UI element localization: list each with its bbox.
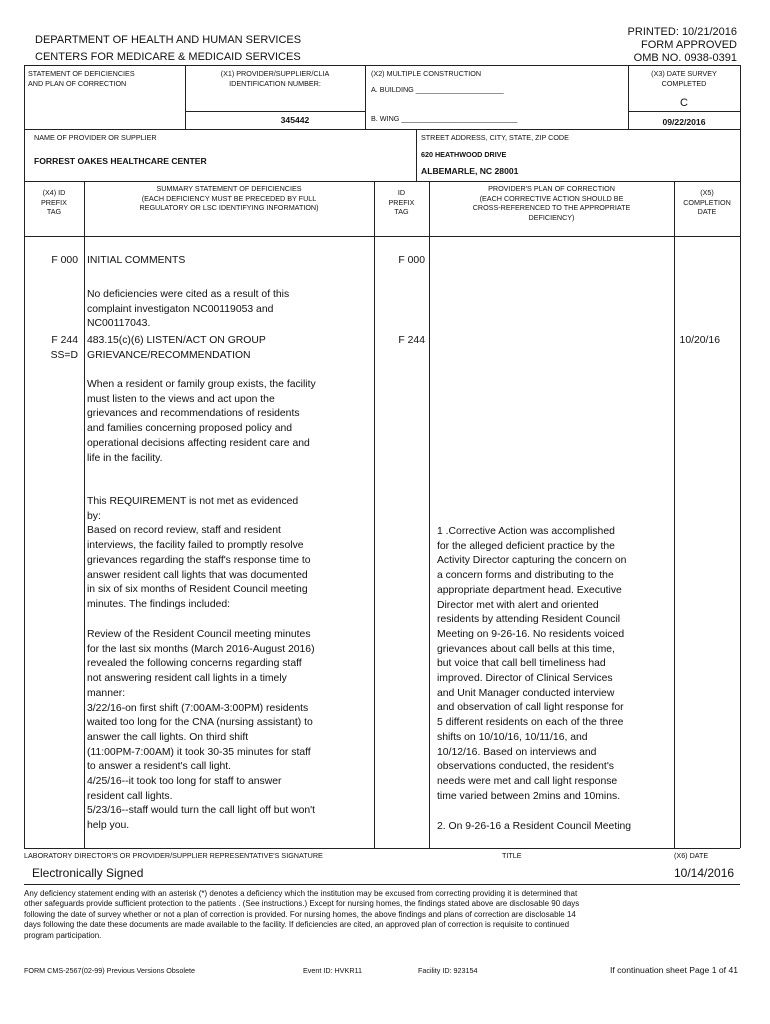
provider-name: FORREST OAKES HEALTHCARE CENTER xyxy=(34,156,207,166)
evidence-text: This REQUIREMENT is not met as evidenced by: Based on record review, staff and resident interviews, the facility failed to promptly resolve grievances regarding the staff's response time to answer resident call lights that was documented in six of six months of Resident Council meeting minutes. The findings included: xyxy=(87,496,311,610)
street-address: 620 HEATHWOOD DRIVE xyxy=(421,150,507,159)
city-state-zip: ALBEMARLE, NC 28001 xyxy=(421,166,519,176)
f000-title: INITIAL COMMENTS xyxy=(87,255,186,266)
survey-letter: C xyxy=(680,97,688,109)
f000-text: No deficiencies were cited as a result of this complaint investigaton NC00119053 and NC00117043. xyxy=(87,289,290,330)
x3-label: (X3) DATE SURVEY COMPLETED xyxy=(651,69,717,88)
f000-tag: F 000 xyxy=(51,255,78,266)
col-plan-header: PROVIDER'S PLAN OF CORRECTION (EACH CORRECTIVE ACTION SHOULD BE CROSS-REFERENCED TO THE APPROPRIATE DEFICIENCY) xyxy=(472,184,631,223)
facility-id: Facility ID: 923154 xyxy=(418,966,478,975)
plan-of-correction-text-2: 2. On 9-26-16 a Resident Council Meeting xyxy=(437,821,632,832)
signature-value: Electronically Signed xyxy=(32,866,144,880)
department-name: DEPARTMENT OF HEALTH AND HUMAN SERVICES xyxy=(35,34,302,46)
wing-line: B. WING _____________________________ xyxy=(371,114,518,123)
col-id-header: ID PREFIX TAG xyxy=(388,188,415,217)
statement-label: STATEMENT OF DEFICIENCIES AND PLAN OF CORRECTION xyxy=(28,69,135,88)
f000-id: F 000 xyxy=(398,255,425,266)
form-number: FORM CMS-2567(02-99) Previous Versions Obsolete xyxy=(24,966,195,975)
centers-name: CENTERS FOR MEDICARE & MEDICAID SERVICES xyxy=(35,51,301,63)
date-label: (X6) DATE xyxy=(674,851,709,860)
x2-label: (X2) MULTIPLE CONSTRUCTION xyxy=(371,69,482,78)
form-approved: FORM APPROVED xyxy=(641,39,737,51)
col-summary-header: SUMMARY STATEMENT OF DEFICIENCIES (EACH DEFICIENCY MUST BE PRECEDED BY FULL REGULATORY OR LSC IDENTIFYING INFORMATION) xyxy=(139,184,319,213)
provider-number: 345442 xyxy=(280,115,310,125)
footnote: Any deficiency statement ending with an asterisk (*) denotes a deficiency which the institution may be excused from correcting providing it is determined that other safeguards provide sufficient protection to the patients . (See instructions.) Except for nursing homes, the findings stated above are disclosable 90 days following the date of survey whether or not a plan of correction is provided. For nursing homes, the above findings and plans of correction are disclosable 14 days following the date these documents are made available to the facility. If deficiencies are cited, an approved plan of correction is requisite to continued program participation. xyxy=(24,889,580,940)
signature-date: 10/14/2016 xyxy=(674,866,735,880)
title-label: TITLE xyxy=(502,851,522,860)
f244-title: 483.15(c)(6) LISTEN/ACT ON GROUP GRIEVANCE/RECOMMENDATION xyxy=(87,335,266,361)
provider-name-label: NAME OF PROVIDER OR SUPPLIER xyxy=(34,133,157,142)
f244-id: F 244 xyxy=(398,335,425,346)
survey-date: 09/22/2016 xyxy=(662,117,706,127)
f244-tag: F 244 xyxy=(51,335,78,346)
col-x4-header: (X4) ID PREFIX TAG xyxy=(41,188,67,217)
page-number: If continuation sheet Page 1 of 41 xyxy=(609,965,738,975)
address-label: STREET ADDRESS, CITY, STATE, ZIP CODE xyxy=(421,133,569,142)
printed-date: PRINTED: 10/21/2016 xyxy=(627,26,737,38)
building-line: A. BUILDING ______________________ xyxy=(371,85,504,94)
f244-scope-severity: SS=D xyxy=(50,350,78,361)
x1-label: (X1) PROVIDER/SUPPLIER/CLIA IDENTIFICATION NUMBER: xyxy=(220,69,330,88)
signature-label: LABORATORY DIRECTOR'S OR PROVIDER/SUPPLIER REPRESENTATIVE'S SIGNATURE xyxy=(24,851,323,860)
col-x5-header: (X5) COMPLETION DATE xyxy=(683,188,731,217)
plan-of-correction-text: 1 .Corrective Action was accomplished for the alleged deficient practice by the Activity Director capturing the concern on a concern forms and distributing to the appropriate department head. Executive Director met with alert and oriented residents by attending Resident Council Meeting on 9-26-16. No residents voiced grievances about call bells at this time, but voice that call bell timeliness had improved. Director of Clinical Services and Unit Manager conducted interview and observation of call light response for 5 different residents on each of the three shifts on 10/10/16, 10/11/16, and 10/12/16. Based on interviews and observations conducted, the resident's needs were met and call light response time varied between 2mins and 10mins. xyxy=(437,526,627,802)
omb-number: OMB NO. 0938-0391 xyxy=(633,52,737,64)
review-text: Review of the Resident Council meeting minutes for the last six months (March 2016-August 2016) revealed the following concerns regarding staff not answering resident call lights in a timely manner: 3/22/16-on first shift (7:00AM-3:00PM) residents waited too long for the CNA (nursing assistant) to answer the call lights. On third shift (11:00PM-7:00AM) it took 30-35 minutes for staff to answer a resident's call light. 4/25/16--it took too long for staff to answer resident call lights. 5/23/16--staff would turn the call light off but won't help you. xyxy=(87,629,316,832)
event-id: Event ID: HVKR11 xyxy=(303,966,362,975)
f244-completion-date: 10/20/16 xyxy=(679,335,720,346)
requirement-text: When a resident or family group exists, the facility must listen to the views and act upon the grievances and recommendations of residents and families concerning proposed policy and operational decisions affecting resident care and life in the facility. xyxy=(87,379,316,464)
